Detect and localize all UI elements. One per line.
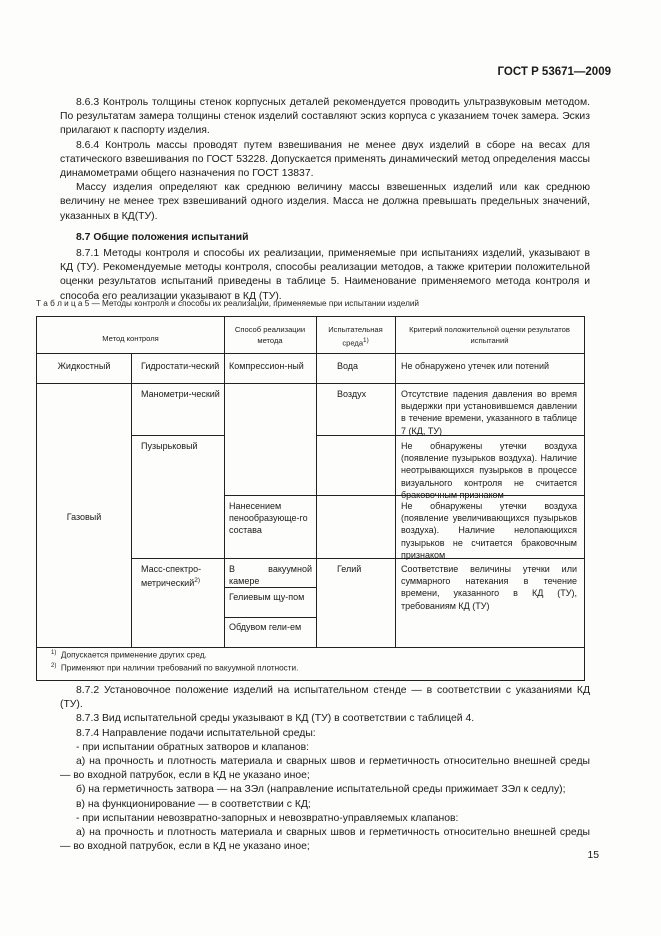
paragraph-863: 8.6.3 Контроль толщины стенок корпусных деталей рекомендуется проводить ультразвуковым методом. По результатам замера толщины стенок изделий составляют эскиз корпуса с указанием точек замера. Эскиз прилагают к паспорту изделия.	[60, 97, 590, 137]
table-caption: Т а б л и ц а 5 — Методы контроля и способы их реализации, применяемые при испытании изделий	[36, 299, 419, 308]
list-item: в) на функционирование — в соответствии с КД;	[76, 798, 311, 810]
list-item: б) на герметичность затвора — на ЗЭл (направление испытательной среды прижимает ЗЭл к седлу);	[76, 784, 566, 796]
criterion-bubble: Не обнаружены утечки воздуха (появление пузырьков воздуха). Наличие неотрывающихся пузырьков в процессе визуального контроля не считается браковочным признаком	[401, 441, 577, 500]
list-item: - при испытании обратных затворов и клапанов:	[76, 741, 310, 753]
method-mass-spectro: Масс-спектро-метрический$^{2)}$	[141, 564, 202, 589]
method-liquid: Жидкостный	[57, 361, 111, 371]
medium-air: Воздух	[337, 389, 367, 399]
list-item: а) на прочность и плотность материала и сварных швов и герметичность относительно внешней среды — во входной патрубок, если в КД не указано иное;	[60, 756, 590, 782]
medium-water: Вода	[337, 361, 359, 371]
medium-helium: Гелий	[337, 564, 362, 574]
way-compression: Компрессион-ный	[229, 361, 304, 371]
paragraph-874: 8.7.4 Направление подачи испытательной среды:	[76, 727, 316, 739]
method-manometric: Манометри-ческий	[141, 389, 220, 399]
header-medium: Испытательная среда$^{1)}$	[328, 325, 383, 348]
method-gas: Газовый	[66, 512, 102, 522]
way-vacuum-chamber: В вакуумной камере	[229, 564, 312, 587]
footnote-1: $^{1)}$ Допускается применение других сред.	[51, 650, 207, 660]
criterion-foam: Не обнаружены утечки воздуха (появление увеличивающихся пузырьков воздуха). Наличие нелопающихся пузырьков не считается браковочным признаком	[401, 501, 577, 560]
way-helium-probe: Гелиевым щу-пом	[229, 592, 305, 602]
paragraph-mass: Массу изделия определяют как среднюю величину массы взвешенных изделий или как среднюю величину не менее трех взвешиваний одного изделия. Масса не должна превышать предельных значений, указанных в КД(ТУ).	[60, 182, 590, 222]
list-item: а) на прочность и плотность материала и сварных швов и герметичность относительно внешней среды — во входной патрубок, если в КД не указано иное;	[60, 827, 590, 853]
header-way: Способ реализации метода	[234, 325, 306, 345]
paragraph-872: 8.7.2 Установочное положение изделий на испытательном стенде — в соответствии с указаниями КД (ТУ).	[60, 685, 590, 711]
method-bubble: Пузырьковый	[141, 441, 198, 451]
criterion-helium: Соответствие величины утечки или суммарного натекания в течение времени, указанного в КД (ТУ), требованиям КД (ТУ)	[401, 564, 577, 611]
page-number: 15	[587, 850, 599, 861]
footnote-2: $^{2)}$ Применяют при наличии требований по вакуумной плотности.	[51, 663, 299, 673]
header-method: Метод контроля	[102, 334, 159, 343]
method-hydrostatic: Гидростати-ческий	[141, 361, 220, 371]
paragraph-871: 8.7.1 Методы контроля и способы их реализации, применяемые при испытаниях изделий, указывают в КД (ТУ). Рекомендуемые методы контроля, способы реализации методов, а также критерии положительной оценки результатов испытаний приведены в таблице 5. Наименование применяемого метода контроля и способа его реализации указывают в КД (ТУ).	[60, 248, 590, 302]
standard-number: ГОСТ Р 53671—2009	[497, 66, 611, 78]
header-criterion: Критерий положительной оценки результатов испытаний	[409, 325, 570, 345]
criterion-water: Не обнаружено утечек или потений	[401, 361, 550, 371]
paragraph-873: 8.7.3 Вид испытательной среды указывают в КД (ТУ) в соответствии с таблицей 4.	[76, 713, 475, 725]
paragraph-864: 8.6.4 Контроль массы проводят путем взвешивания не менее двух изделий в сборе на весах для статического взвешивания по ГОСТ 53228. Допускается применять динамический метод определения массы динамометрами общего назначения по ГОСТ 13837.	[60, 139, 590, 180]
list-item: - при испытании невозвратно-запорных и невозвратно-управляемых клапанов:	[76, 812, 459, 824]
text-block-top	[60, 96, 590, 304]
text-block-bottom	[60, 684, 590, 854]
table-5	[36, 316, 585, 681]
section-title: 8.7 Общие положения испытаний	[76, 231, 249, 243]
way-foam: Нанесением пенообразующе-го состава	[229, 501, 308, 536]
way-helium-blow: Обдувом гели-ем	[229, 622, 302, 632]
criterion-air: Отсутствие падения давления во время выдержки при установившемся давлении в течение времени, указанного в таблице 7 (КД, ТУ)	[401, 389, 577, 436]
